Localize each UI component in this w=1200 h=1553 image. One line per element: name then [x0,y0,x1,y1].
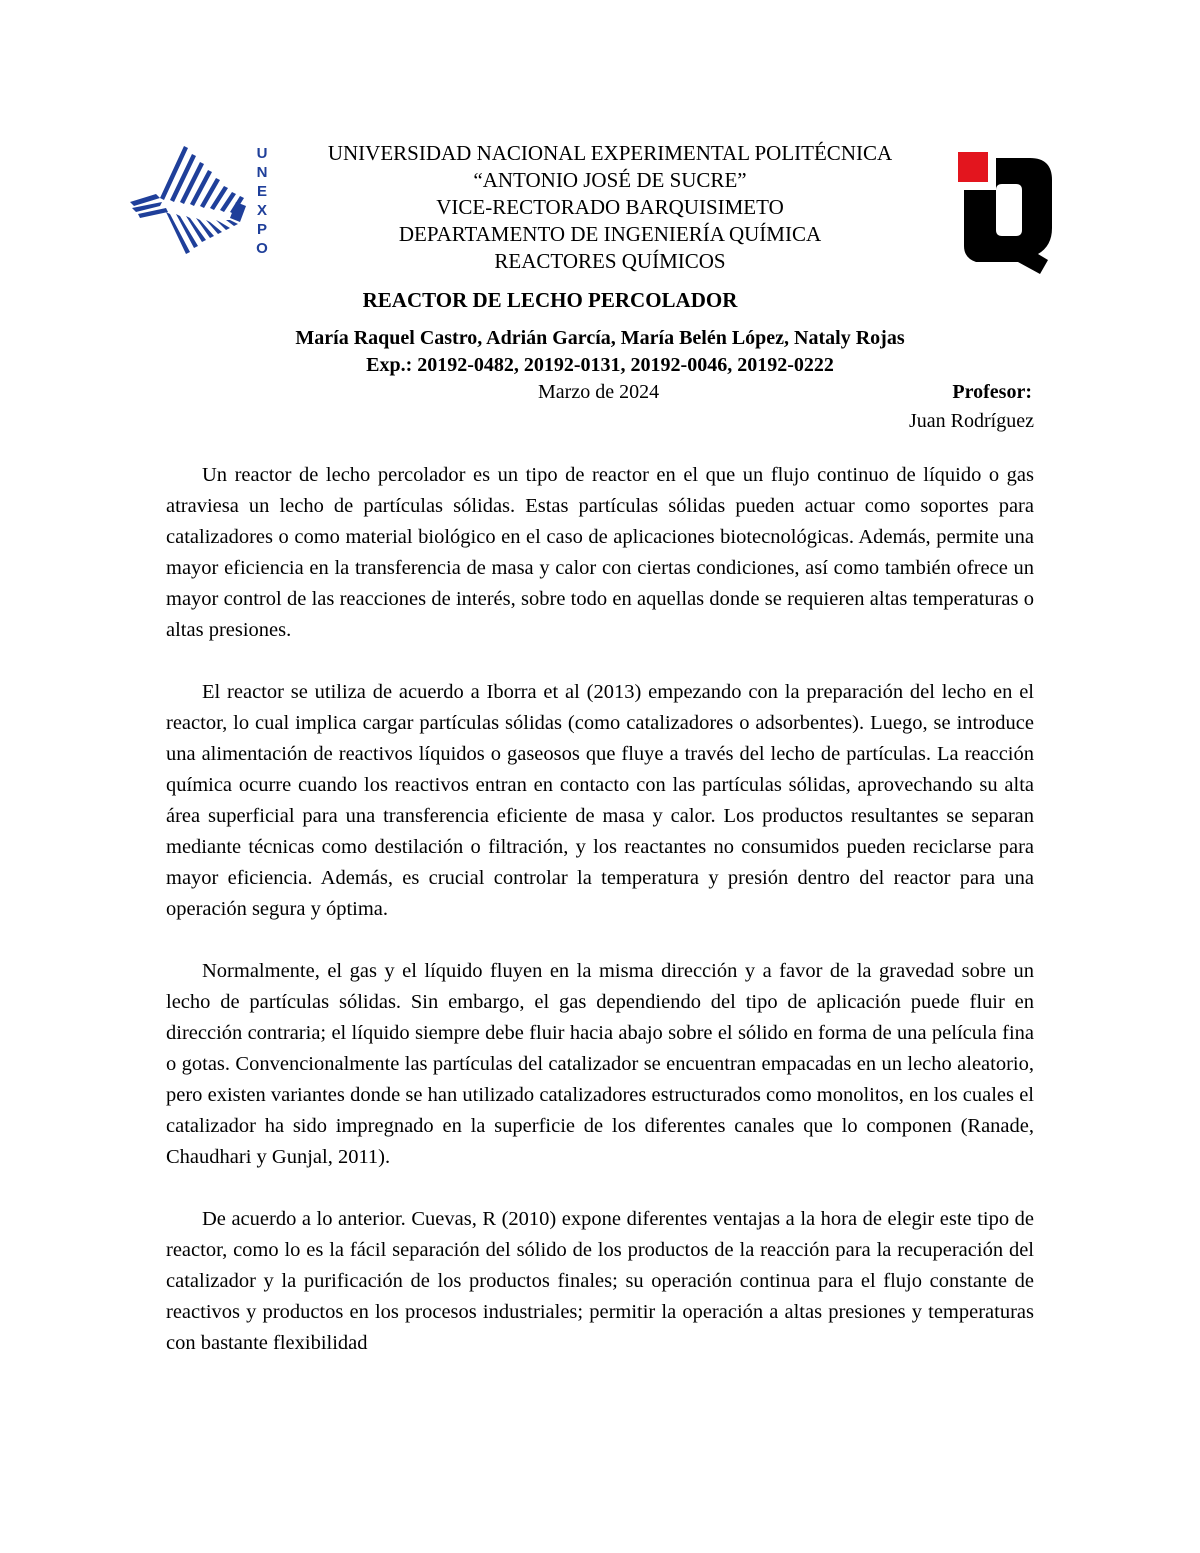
logo-letter: E [256,183,267,200]
professor-label: Profesor: [952,381,1032,403]
paragraph: Un reactor de lecho percolador es un tipo de reactor en el que un flujo continuo de líquido o gas atraviesa un lecho de partículas sólidas. Estas partículas sólidas pueden actuar como soportes para catalizadores o como material biológico en el caso de aplicaciones biotecnológicas. Además, permite una mayor eficiencia en la transferencia de masa y calor con ciertas condiciones, así como también ofrece un mayor control de las reacciones de interés, sobre todo en aquellas donde se requieren altas temperaturas o altas presiones. [166,464,1034,641]
paragraph: El reactor se utiliza de acuerdo a Iborra et al (2013) empezando con la preparación del lecho en el reactor, lo cual implica cargar partículas sólidas (como catalizadores o adsorbentes). Luego, se introduce una alimentación de reactivos líquidos o gaseosos que fluye a través del lecho de partículas. La reacción química ocurre cuando los reactivos entran en contacto con las partículas sólidas, aprovechando su alta área superficial para una transferencia eficiente de masa y calor. Los productos resultantes se separan mediante técnicas como destilación o filtración, y los reactantes no consumidos pueden reciclarse para mayor eficiencia. Además, es crucial controlar la temperatura y presión dentro del reactor para una operación segura y óptima. [166,681,1034,920]
authors-block [180,325,1020,379]
document-body [166,460,1034,1390]
header-line-vicerectorado: VICE-RECTORADO BARQUISIMETO [436,195,784,219]
document-date: Marzo de 2024 [538,381,660,403]
author-exp-numbers: Exp.: 20192-0482, 20192-0131, 20192-0046, 20192-0222 [366,354,834,376]
document-title: REACTOR DE LECHO PERCOLADOR [362,288,738,312]
professor-name: Juan Rodríguez [909,410,1034,432]
logo-letter: X [256,202,267,219]
paragraph: Normalmente, el gas y el líquido fluyen en la misma dirección y a favor de la gravedad sobre un lecho de partículas sólidas. Sin embargo, el gas dependiendo del tipo de aplicación puede fluir en dirección contraria; el líquido siempre debe fluir hacia abajo sobre el sólido en forma de una película fina o gotas. Convencionalmente las partículas del catalizador se encuentran empacadas en un lecho aleatorio, pero existen variantes donde se han utilizado catalizadores estructurados como monolitos, en los cuales el catalizador ha sido impregnado en la superficie de los diferentes canales que lo componen (Ranade, Chaudhari y Gunjal, 2011). [166,960,1034,1168]
logo-letter: N [256,164,268,181]
header-line-university: UNIVERSIDAD NACIONAL EXPERIMENTAL POLITÉCNICA [327,141,893,165]
paragraph: De acuerdo a lo anterior. Cuevas, R (2010) expone diferentes ventajas a la hora de elegir este tipo de reactor, como lo es la fácil separación del sólido de los productos de la reacción para la recuperación del catalizador y la purificación de los productos finales; su operación continua para el flujo constante de reactivos y productos en los procesos industriales; permitir la operación a altas presiones y temperaturas con bastante flexibilidad [166,1208,1034,1354]
unexpo-logo-letters [252,144,272,258]
logo-letter: U [256,145,268,162]
university-header [280,140,940,275]
author-names: María Raquel Castro, Adrián García, María Belén López, Nataly Rojas [295,327,905,349]
logo-letter: O [256,240,268,257]
iq-logo-icon [956,150,1068,276]
header-line-name: “ANTONIO JOSÉ DE SUCRE” [473,168,747,192]
logo-letter: P [256,221,267,238]
header-line-department: DEPARTAMENTO DE INGENIERÍA QUÍMICA [398,222,822,246]
header-line-course: REACTORES QUÍMICOS [494,249,726,273]
